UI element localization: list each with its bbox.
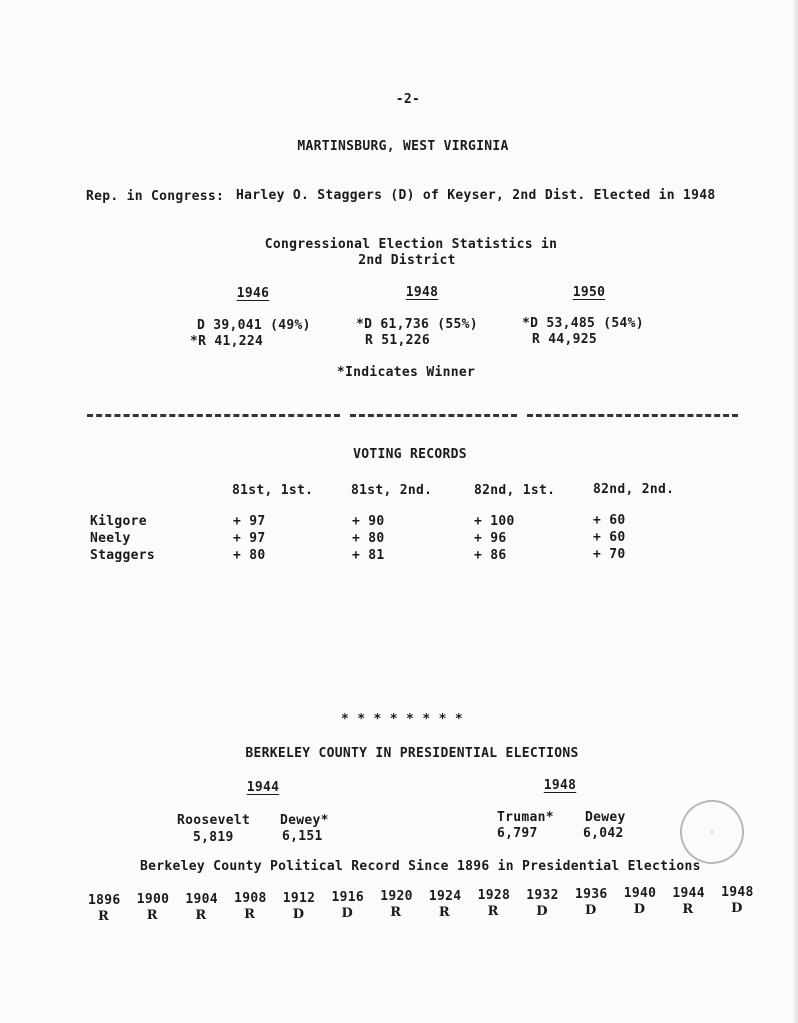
candidate-dewey-1944: Dewey* [280,813,329,828]
votes-dewey-1944: 6,151 [282,829,323,844]
candidate-roosevelt: Roosevelt [177,813,251,828]
record-party-1896: R [98,909,110,924]
pres-year-1944: 1944 [246,780,280,795]
candidate-truman: Truman* [497,810,554,825]
election-1950-line2: R 44,925 [532,332,598,347]
record-year-1904: 1904 [185,891,218,907]
rep-label: Rep. in Congress: [86,189,225,204]
voting-header-81-2: 81st, 2nd. [351,483,433,498]
record-party-1908: R [244,907,256,923]
election-1946-line2: *R 41,224 [190,334,264,349]
votes-dewey-1948: 6,042 [583,826,624,841]
county-title: BERKELEY COUNTY IN PRESIDENTIAL ELECTIONS [245,746,579,761]
voting-name-neely: Neely [90,531,131,546]
record-party-1928: R [487,904,499,920]
election-1946-line1: D 39,041 (49%) [197,318,311,333]
voting-col-82-1 [474,513,515,564]
record-party-1940: D [633,902,646,918]
library-stamp: ◎ [672,792,753,873]
page-number: -2- [395,92,421,107]
election-year-1946: 1946 [236,286,270,301]
record-party-1920: R [390,905,402,921]
election-year-1950: 1950 [572,285,606,300]
stats-title-line2: 2nd District [358,253,456,268]
record-party-1900: R [146,908,158,924]
vote-neely-81-2: + 80 [352,531,385,546]
vote-neely-82-2: + 60 [593,530,626,545]
record-party-1944: R [682,901,694,917]
record-year-1896: 1896 [88,893,121,908]
vote-kilgore-82-2: + 60 [593,513,626,528]
record-year-1900: 1900 [136,892,170,908]
votes-truman: 6,797 [497,826,538,841]
page-edge-shadow [792,0,798,1023]
record-party-1948: D [731,901,743,917]
election-year-1948: 1948 [405,285,439,300]
record-year-1920: 1920 [380,889,413,905]
record-party-1904: R [195,907,207,923]
vote-staggers-82-1: + 86 [474,548,507,563]
candidate-dewey-1948: Dewey [585,810,626,825]
separator-rule-2 [350,414,517,417]
vote-kilgore-81-2: + 90 [352,514,385,529]
separator-rule-1 [87,414,340,417]
vote-kilgore-81-1: + 97 [233,514,266,529]
separator-rule-3 [527,414,738,417]
votes-roosevelt: 5,819 [193,830,234,845]
voting-name-staggers: Staggers [90,548,156,563]
voting-header-81-1: 81st, 1st. [232,483,314,498]
record-party-1912: D [292,906,305,922]
record-title: Berkeley County Political Record Since 1896 in Presidential Elections [140,859,701,874]
record-year-1936: 1936 [575,887,608,902]
vote-neely-81-1: + 97 [233,531,266,546]
record-year-1932: 1932 [526,887,559,903]
stars-divider: * * * * * * * * [341,712,463,727]
record-year-1908: 1908 [234,891,267,907]
election-1948-line2: R 51,226 [365,333,431,348]
rep-text: Harley O. Staggers (D) of Keyser, 2nd Dist. Elected in 1948 [236,188,716,203]
place-heading: MARTINSBURG, WEST VIRGINIA [297,139,509,154]
record-year-1912: 1912 [282,890,316,906]
vote-staggers-82-2: + 70 [593,547,626,562]
voting-header-82-1: 82nd, 1st. [474,483,556,498]
record-party-1936: D [585,903,597,918]
record-year-1916: 1916 [331,890,365,905]
vote-neely-82-1: + 96 [474,531,507,546]
record-year-1924: 1924 [428,888,462,904]
record-year-1948: 1948 [721,885,754,901]
winner-note: *Indicates Winner [336,365,476,380]
voting-header-82-2: 82nd, 2nd. [593,482,675,497]
record-year-1940: 1940 [623,886,657,902]
record-year-1928: 1928 [477,888,511,904]
record-year-1944: 1944 [672,885,705,901]
vote-staggers-81-2: + 81 [352,548,385,563]
voting-col-81-2 [352,513,385,564]
election-1948-line1: *D 61,736 (55%) [356,317,478,332]
record-party-1932: D [536,903,548,919]
pres-year-1948: 1948 [543,778,577,793]
vote-kilgore-82-1: + 100 [474,514,515,529]
stats-title-line1: Congressional Election Statistics in [264,237,558,252]
voting-col-82-2 [593,512,626,563]
voting-name-kilgore: Kilgore [90,514,147,529]
vote-staggers-81-1: + 80 [233,548,266,563]
election-1950-line1: *D 53,485 (54%) [522,316,644,331]
record-party-1924: R [438,904,450,920]
voting-names [90,513,155,564]
voting-records-title: VOTING RECORDS [353,447,467,462]
record-party-1916: D [341,906,354,921]
voting-col-81-1 [233,513,266,564]
